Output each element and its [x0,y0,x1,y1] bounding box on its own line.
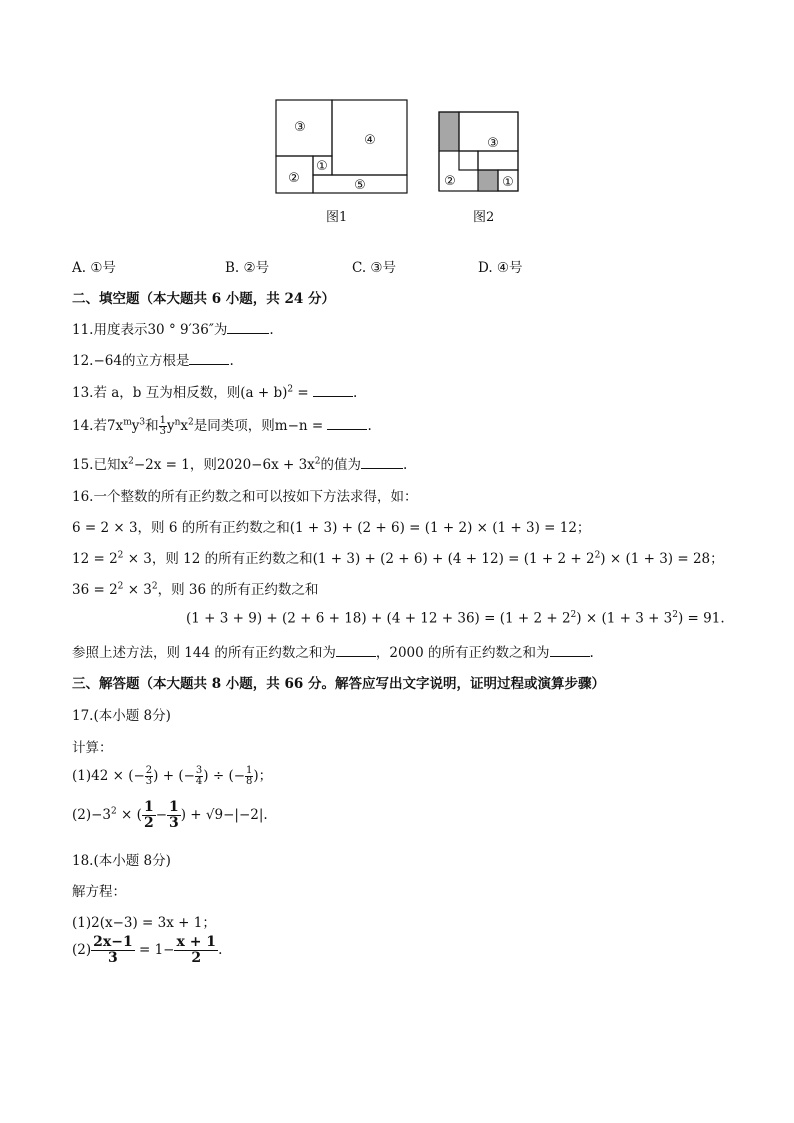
answer-blank-14[interactable] [327,417,367,430]
question-18-part-2: (2) $\frac{2x-1}{3}$ = 1− $\frac{x + 1}{2}$ . [72,934,223,966]
question-18-head: 18.(本小题 8分) [72,853,171,869]
question-17-head: 17.(本小题 8分) [72,708,171,724]
figure-1 [274,98,410,196]
answer-blank-11[interactable] [227,321,269,334]
question-13: 13.若 a，b 互为相反数，则$(a + b)^2$ = . [72,384,358,401]
fig2-label-1: ① [502,175,514,190]
question-16-line-4: $(1 + 3 + 9) + (2 + 6 + 18) + (4 + 12 + 36) = (1 + 2 + 2^2) \times (1 + 3 + 3^2) = 91$. [186,610,725,627]
question-16-line-3: $36 = 2^2 \times 3^2$，则 36 的所有正约数之和 [72,581,319,598]
fig1-label-3: ③ [294,120,306,135]
answer-blank-13[interactable] [313,384,353,397]
option-c[interactable]: C. ③号 [352,260,397,276]
question-17-part-1: (1)42 × (− $\frac{2}{3}$ ) + (− $\frac{3}{4}$ ) ÷ (− $\frac{1}{8}$ )； [72,765,273,787]
question-17-part-2: $(2)-3^2$ × ( $\frac{1}{2}$ − $\frac{1}{3}$ ) + √9−|−2|. [72,799,268,831]
fig1-label-5: ⑤ [354,178,366,193]
fig1-label-1: ① [316,159,328,174]
figure-2-caption: 图2 [473,210,495,225]
question-16-intro: 16.一个整数的所有正约数之和可以按如下方法求得，如： [72,489,418,505]
option-d[interactable]: D. ④号 [478,260,523,276]
figure-2 [436,109,522,195]
question-18-part-1: (1)2(x−3) = 3x + 1； [72,915,216,931]
fig1-label-4: ④ [364,133,376,148]
fraction: $\frac{1}{3}$ [159,415,166,437]
question-16-line-5: 参照上述方法，则 144 的所有正约数之和为 ，2000 的所有正约数之和为 . [72,645,594,661]
fig2-label-3: ③ [487,136,499,151]
question-14: 14.若$7x^my^3$和 $\frac{1}{3}$ $y^nx^2$是同类项，则m−n = . [72,415,372,437]
figure-1-caption: 图1 [326,210,348,225]
option-a[interactable]: A. ①号 [72,260,116,276]
section-2-title: 二、填空题（本大题共 6 小题，共 24 分） [72,291,335,307]
answer-blank-16b[interactable] [550,644,590,657]
answer-blank-16a[interactable] [336,644,376,657]
question-15: 15.已知$x^2-2x = 1$，则$2020-6x + 3x^2$的值为 . [72,456,408,473]
question-16-line-2: $12 = 2^2 \times 3$，则 12 的所有正约数之和$(1 + 3) + (2 + 6) + (4 + 12) = (1 + 2 + 2^2) \times (1 + 3) = 28$； [72,550,724,567]
section-3-title: 三、解答题（本大题共 8 小题，共 66 分。解答应写出文字说明，证明过程或演算步骤） [72,676,605,692]
answer-blank-15[interactable] [361,456,403,469]
fig1-label-2: ② [288,171,300,186]
question-17-instruction: 计算： [72,740,113,756]
question-12: 12.−64的立方根是 . [72,353,234,369]
option-b[interactable]: B. ②号 [225,260,270,276]
question-18-instruction: 解方程： [72,884,126,900]
question-11: 11.用度表示30 ° 9′36″为 . [72,322,274,338]
question-16-line-1: 6 = 2 × 3，则 6 的所有正约数之和(1 + 3) + (2 + 6) = (1 + 2) × (1 + 3) = 12； [72,520,591,536]
fig2-label-2: ② [444,174,456,189]
answer-blank-12[interactable] [189,352,229,365]
